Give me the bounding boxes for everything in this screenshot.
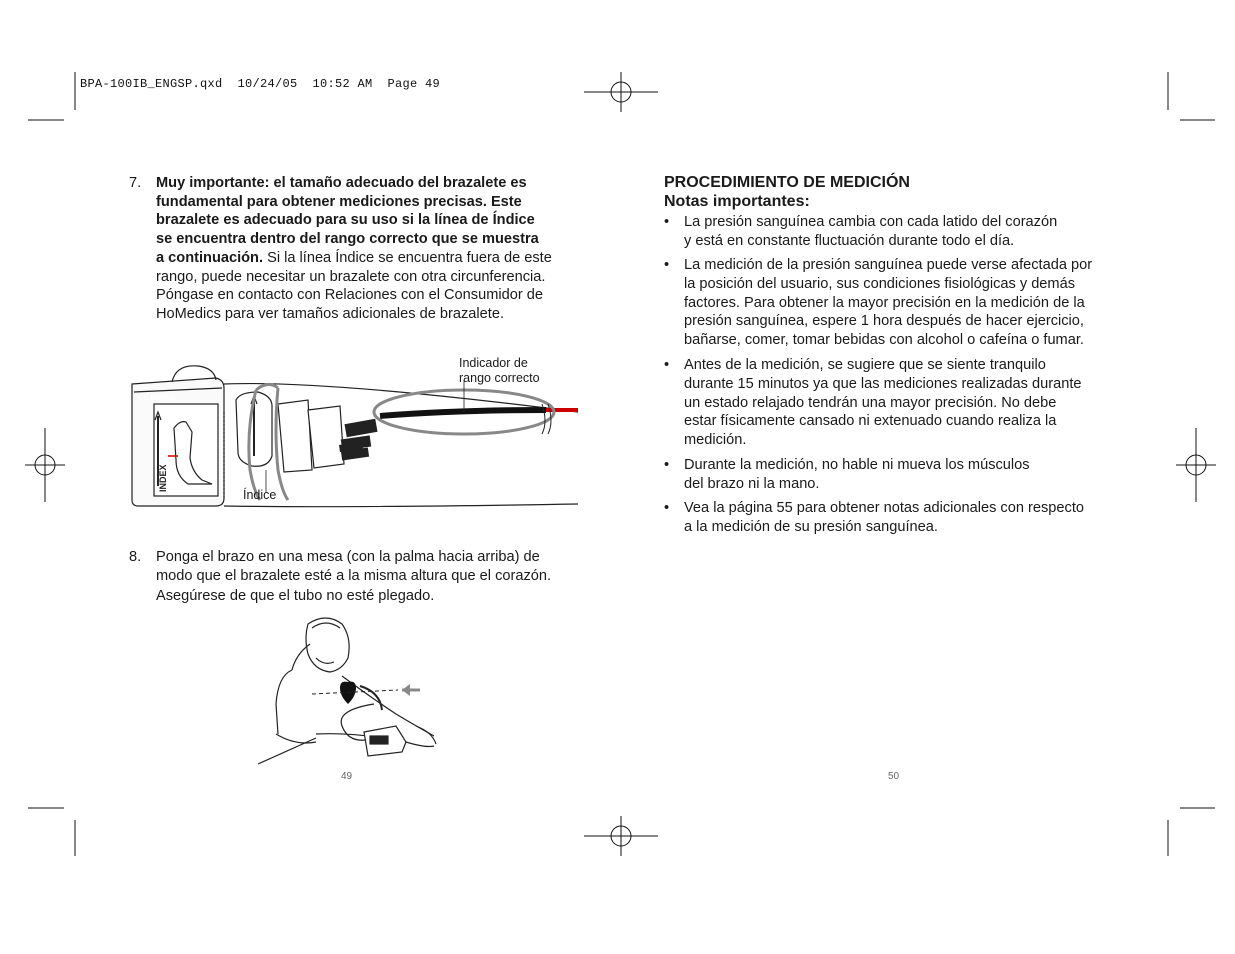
text-line: rango, puede necesitar un brazalete con otra circunferencia. [156,268,546,285]
ok-range-label-bar: OK RANGE [458,419,485,425]
item-8-text [156,548,596,606]
item-number: 7. [129,175,142,191]
callout-index: Índice [243,488,277,502]
text-line: Asegúrese de que el tubo no esté plegado. [156,588,435,605]
text-line: Póngase en contacto con Relaciones con el Consumidor de [156,287,543,304]
section-heading: PROCEDIMIENTO DE MEDICIÓN [664,174,910,191]
page-number-right: 50 [888,771,900,782]
text-line: se encuentra dentro del rango correcto que se muestra [156,231,539,248]
file-slug: BPA-100IB_ENGSP.qxd 10/24/05 10:52 AM Page 49 [80,77,441,91]
callout-range-indicator: Indicador de rango correcto [459,356,540,385]
notes-list: • La presión sanguínea cambia con cada latido del corazón y está en constante fluctuación durante todo el día. • La medición de la presión sanguínea puede verse afectada por la posición del usuario, sus condiciones fisiológicas y demás factores. Para obtener la mayor precisión en la medición de la presión sanguínea, espere 1 hora después de hacer ejercicio, bañarse, comer, tomar bebidas con alcohol o cafeína o fumar. • Antes de la medición, se sugiere que se siente tranquilo durante 15 minutos ya que las mediciones realizadas durante un estado relajado tendrán una mayor precisión. No debe estar físicamente cansado ni extenuado cuando realiza la medición. • Durante la medición, no hable ni mueva los músculos del brazo ni la mano. • Vea la página 55 para obtener notas adicionales con respecto a la medición de su presión sanguínea. [664,214,1093,535]
section-subheading: Notas importantes: [664,193,810,210]
text-line: Ponga el brazo en una mesa (con la palma hacia arriba) de [156,549,540,565]
index-label-cuff: INDEX [158,464,168,492]
ok-range-label-cuff: OK RANGE [138,395,176,402]
person-measuring-illustration [256,614,440,766]
instruction-item-8 [129,548,589,608]
item-7-text [156,174,576,324]
page-number-left: 49 [341,771,353,782]
text-line: brazalete es adecuado para su uso si la línea de Índice [156,212,535,229]
item-number: 8. [129,549,142,565]
text-line: a continuación. Si la línea Índice se encuentra fuera de este [156,249,552,266]
text-line: HoMedics para ver tamaños adicionales de brazalete. [156,305,505,322]
instruction-item-7 [129,174,579,326]
text-line: fundamental para obtener mediciones precisas. Este [156,193,522,210]
text-line: modo que el brazalete esté a la misma altura que el corazón. [156,567,552,584]
text-line: Muy importante: el tamaño adecuado del brazalete es [156,175,527,191]
